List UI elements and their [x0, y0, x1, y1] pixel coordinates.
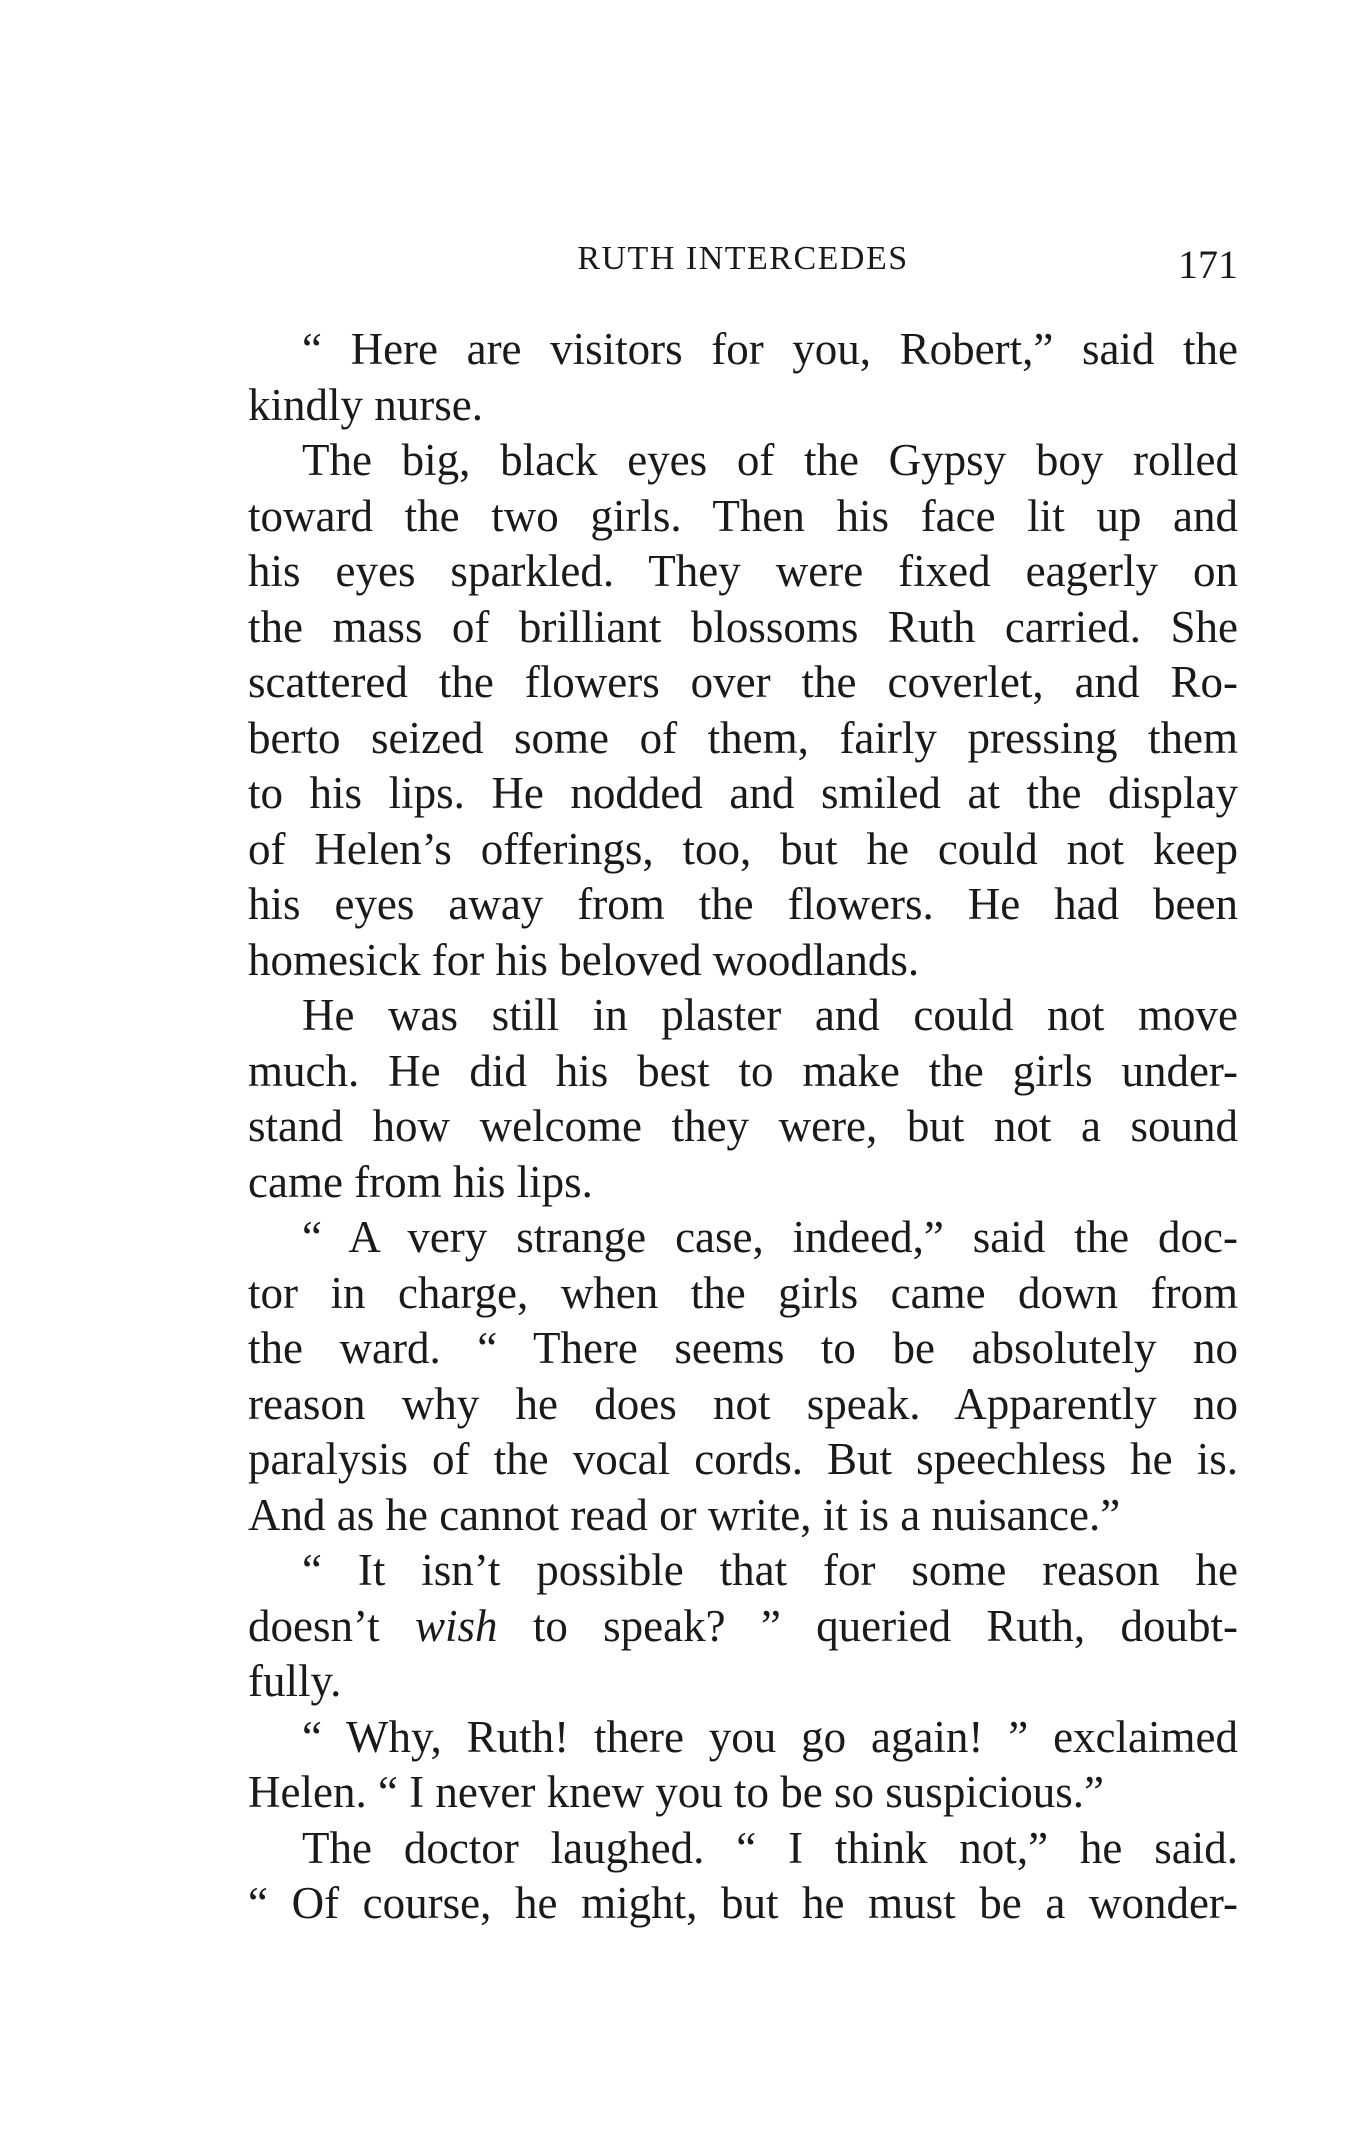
text-line: “ It isn’t possible that for some reason he [302, 1545, 1238, 1595]
text-line: much. He did his best to make the girls under- [248, 1045, 1238, 1096]
emphasis: wish [414, 1600, 498, 1651]
text-line: came from his lips. [248, 1156, 593, 1207]
text-line: scattered the flowers over the coverlet, and Ro- [248, 657, 1238, 707]
text-line: He was still in plaster and could not move [302, 990, 1238, 1040]
text-line: his eyes away from the flowers. He had been [248, 879, 1238, 929]
body-text [248, 322, 1238, 1932]
text-line: And as he cannot read or write, it is a nuisance.” [248, 1489, 1121, 1540]
text-line: fully. [248, 1656, 342, 1706]
text-line: tor in charge, when the girls came down from [248, 1267, 1238, 1318]
text-line: “ A very strange case, indeed,” said the doc- [302, 1212, 1238, 1262]
running-title: RUTH INTERCEDES [577, 240, 909, 277]
text-line: toward the two girls. Then his face lit up and [248, 490, 1238, 541]
text-line: kindly nurse. [248, 379, 483, 430]
text-line: The big, black eyes of the Gypsy boy rolled [302, 435, 1238, 485]
text-line: “ Here are visitors for you, Robert,” said the [302, 324, 1238, 374]
text-line: stand how welcome they were, but not a sound [248, 1101, 1238, 1151]
text-line: berto seized some of them, fairly pressing them [248, 712, 1238, 763]
text-line: the ward. “ There seems to be absolutely no [248, 1323, 1238, 1373]
text-line: Helen. “ I never knew you to be so suspicious.” [248, 1767, 1105, 1817]
text-line: The doctor laughed. “ I think not,” he said. [302, 1822, 1238, 1873]
text-line: of Helen’s offerings, too, but he could not keep [248, 823, 1238, 874]
text-line: homesick for his beloved woodlands. [248, 934, 920, 985]
text-line: “ Why, Ruth! there you go again! ” exclaimed [302, 1711, 1238, 1762]
text-line: his eyes sparkled. They were fixed eagerly on [248, 546, 1238, 596]
text-line: to his lips. He nodded and smiled at the display [248, 768, 1238, 818]
text-line: doesn’t wish to speak? ” queried Ruth, doubt- [248, 1600, 1238, 1651]
page-number: 171 [1178, 242, 1238, 287]
running-head [248, 234, 1238, 287]
text-line: “ Of course, he might, but he must be a wonder- [248, 1878, 1238, 1928]
text-line: the mass of brilliant blossoms Ruth carried. She [248, 601, 1238, 652]
text-line: reason why he does not speak. Apparently no [248, 1378, 1238, 1429]
text-line: paralysis of the vocal cords. But speechless he is. [248, 1434, 1238, 1484]
